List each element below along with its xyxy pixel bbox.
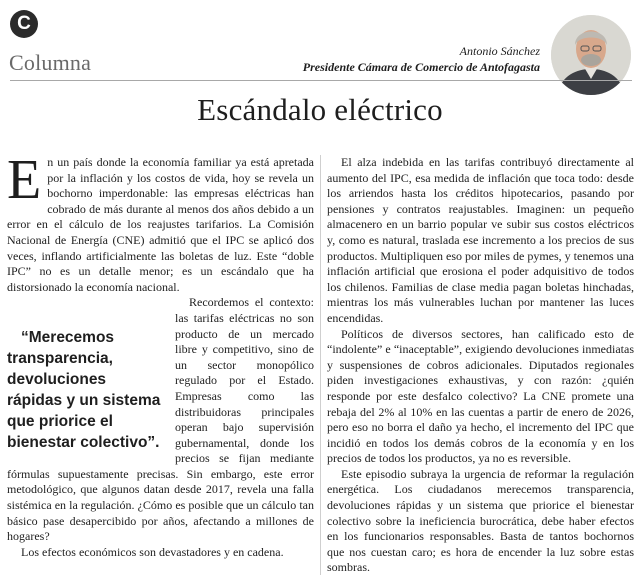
author-portrait-icon <box>551 15 631 95</box>
article-paragraph: Políticos de diversos sectores, han calificado esto de “indolente” e “inaceptable”, exigiendo devoluciones inmediatas y suspensiones de cobros adicionales. Diputados regionales piden investigaciones exhaustivas, y con razón: ¿quién responde por este desfalco colectivo? La CNE promete una rebaja del 2% al 10% en las cuentas a partir de enero de 2026, pero eso no borra el daño ya hecho, el incremento del IPC que incidió en todos los demás cobros de la economía y en los precios de todos los productos, ya no es reversible. <box>327 326 634 466</box>
drop-cap: E <box>7 149 42 211</box>
column-badge: C <box>10 10 38 38</box>
article-paragraph: Los efectos económicos son devastadores y en cadena. <box>21 544 284 559</box>
author-name: Antonio Sánchez <box>459 44 540 58</box>
article-title: Escándalo eléctrico <box>197 92 443 127</box>
article-column-right <box>327 155 634 576</box>
article-paragraph: El alza indebida en las tarifas contribuyó directamente al aumento del IPC, esa medida de inflación que toca todo: desde los arriendos hasta los créditos hipotecarios, pasando por pensiones y contratos reajustables. Imaginen: un pequeño almacenero en un barrio popular ve subir sus costos eléctricos y, como es natural, traslada ese incremento a los precios de sus productos. Multipliquen eso por miles de pymes, y tenemos una inflación artificial que erosiona el poder adquisitivo de todos los chilenos. Familias de clase media pagan boletas hinchadas, mientras los más vulnerables luchan por mantener las luces encendidas. <box>327 155 634 325</box>
article-paragraph: Este episodio subraya la urgencia de reformar la regulación energética. Los ciudadanos merecemos transparencia, devoluciones rápidas y un sistema que priorice el bienestar colectivo sobre la ineficiencia burocrática, debe haber efectos en los funcionarios responsables. Basta de tantos bochornos que nos cuestan caro; es hora de encender la luz sobre estas sombras. <box>327 466 634 575</box>
article-paragraph: “Merecemos transparencia, devoluciones rápidas y un sistema que priorice el bienestar colectivo”. Recordemos el contexto: las tarifas eléctricas no son producto de un mercado libre y competitivo, sino de un sector monopólico regulado por el Estado. Empresas como las distribuidoras principales operan bajo supervisión gubernamental, donde los precios se fijan mediante fórmulas supuestamente precisas. Sin embargo, este error metodológico, que algunos datan desde 2017, revela una falla sistémica en la regulación. ¿Cómo es posible que un cálculo tan básico pase desapercibido por años, afectando a millones de hogares? <box>7 295 314 544</box>
article-column-left <box>7 149 314 560</box>
article-paragraph: En un país donde la economía familiar ya está apretada por la inflación y los costos de vida, hoy se revela un bochorno imperdonable: las empresas eléctricas han cobrado de más durante al menos dos años debido a un error en el cálculo de los reajustes tarifarios. La Comisión Nacional de Energía (CNE) admitió que el IPC se aplicó dos veces, inflando artificialmente las boletas de luz. Este “doble IPC” no es un detalle menor; es un escándalo que ha distorsionado la economía nacional. <box>7 149 314 294</box>
section-label: Columna <box>9 50 92 75</box>
author-photo <box>551 15 631 95</box>
author-role: Presidente Cámara de Comercio de Antofagasta <box>302 60 540 74</box>
pull-quote: “Merecemos transparencia, devoluciones rápidas y un sistema que priorice el bienestar colectivo”. <box>7 329 161 452</box>
column-divider <box>320 155 321 575</box>
header-divider <box>10 80 632 81</box>
